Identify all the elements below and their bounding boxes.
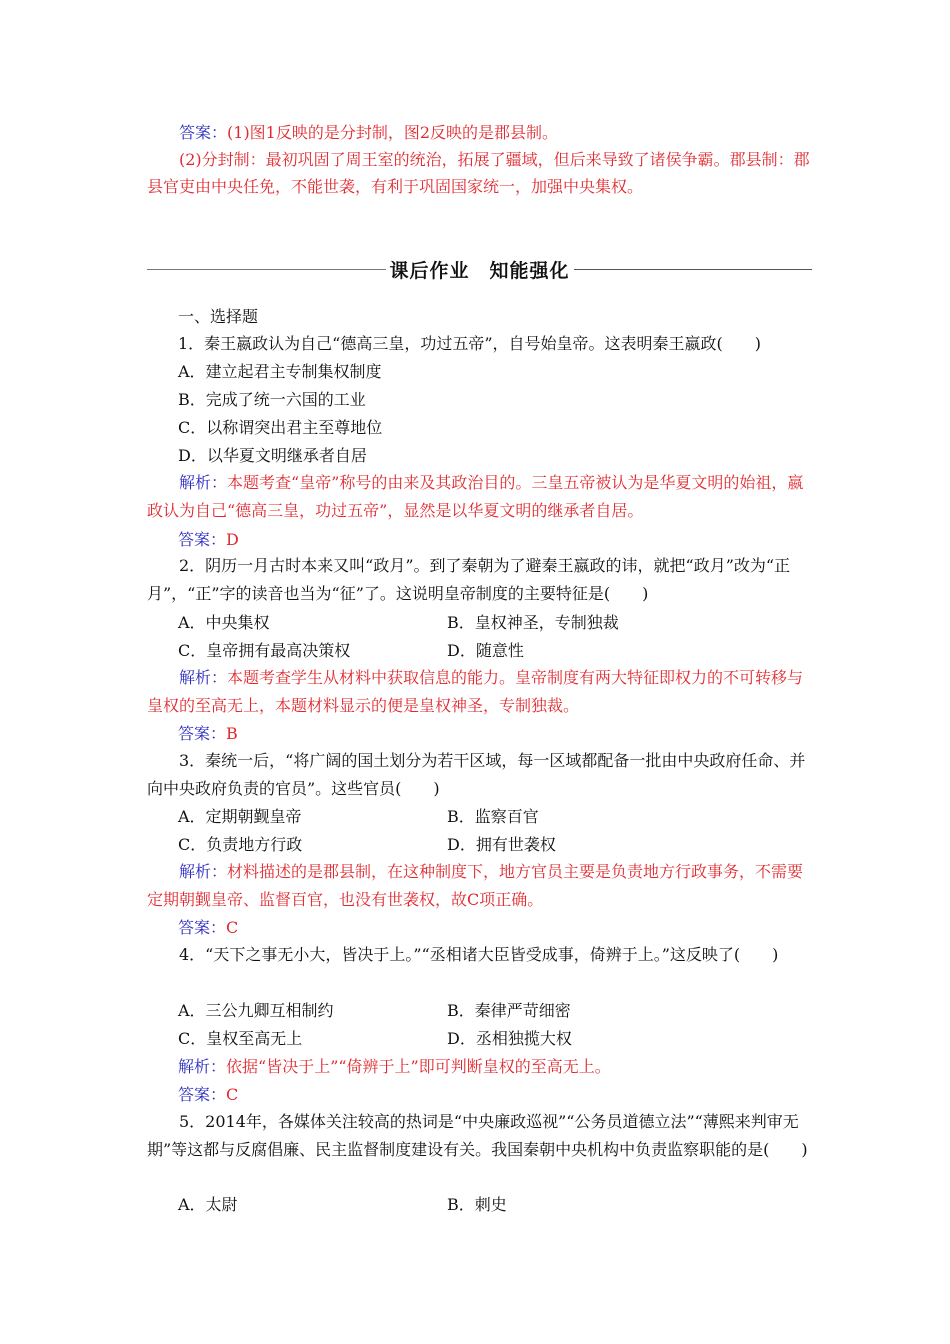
option-c: C．皇帝拥有最高决策权 bbox=[178, 641, 351, 660]
top-answer-block bbox=[147, 119, 812, 200]
answer-label: 答案： bbox=[178, 530, 227, 549]
answer-label: 答案： bbox=[178, 918, 227, 937]
question-stem bbox=[147, 1108, 812, 1164]
question-stem-text: 2．阴历一月古时本来又叫“政月”。到了秦朝为了避秦王嬴政的讳，就把“政月”改为“正月”，“正”字的读音也当为“征”了。这说明皇帝制度的主要特征是( ) bbox=[147, 556, 791, 603]
answer-line-1: (1)图1反映的是分封制，图2反映的是郡县制。 bbox=[227, 123, 559, 142]
answer-label: 答案： bbox=[179, 123, 228, 142]
analysis-label: 解析： bbox=[178, 1057, 227, 1076]
question-stem-text: 5．2014年，各媒体关注较高的热词是“中央廉政巡视”“公务员道德立法”“薄熙来判审无期”等这都与反腐倡廉、民主监督制度建设有关。我国秦朝中央机构中负责监察职能的是( ) bbox=[147, 1112, 808, 1159]
option-a: A．定期朝觐皇帝 bbox=[178, 807, 302, 826]
option-c: C．负责地方行政 bbox=[178, 835, 303, 854]
option-d: D．以华夏文明继承者自居 bbox=[178, 446, 367, 465]
answer-value: C bbox=[226, 1085, 239, 1104]
analysis-block bbox=[147, 858, 812, 914]
option-c: C．以称谓突出君主至尊地位 bbox=[178, 418, 383, 437]
analysis-block bbox=[147, 664, 812, 720]
option-a: A．太尉 bbox=[178, 1195, 238, 1214]
answer-value: C bbox=[226, 918, 239, 937]
answer-line bbox=[178, 723, 238, 745]
divider-right-rule bbox=[574, 269, 813, 270]
question-stem: 1．秦王嬴政认为自己“德高三皇，功过五帝”，自号始皇帝。这表明秦王嬴政( ) bbox=[178, 334, 762, 353]
analysis-text: 本题考查“皇帝”称号的由来及其政治目的。三皇五帝被认为是华夏文明的始祖，嬴政认为自己“德高三皇，功过五帝”，显然是以华夏文明的继承者自居。 bbox=[147, 473, 804, 520]
answer-label: 答案： bbox=[178, 724, 227, 743]
answer-line bbox=[178, 529, 239, 551]
question-stem bbox=[147, 941, 812, 969]
analysis-label: 解析： bbox=[179, 862, 228, 881]
answer-label: 答案： bbox=[178, 1085, 227, 1104]
option-d: D．丞相独揽大权 bbox=[447, 1029, 572, 1048]
option-d: D．随意性 bbox=[447, 641, 524, 660]
option-d: D．拥有世袭权 bbox=[447, 835, 556, 854]
analysis-block bbox=[147, 469, 812, 525]
answer-line bbox=[178, 917, 238, 939]
answer-value: D bbox=[226, 530, 239, 549]
option-a: A．三公九卿互相制约 bbox=[178, 1001, 334, 1020]
question-stem-text: 4．“天下之事无小大，皆决于上。”“丞相诸大臣皆受成事，倚辨于上。”这反映了( ) bbox=[179, 945, 779, 964]
section-title: 课后作业 知能强化 bbox=[389, 259, 570, 282]
option-b: B．刺史 bbox=[447, 1195, 507, 1214]
part-heading: 一、选择题 bbox=[178, 307, 259, 326]
divider-left-rule bbox=[147, 269, 386, 270]
question-stem-text: 3．秦统一后，“将广阔的国土划分为若干区域，每一区域都配备一批由中央政府任命、并向中央政府负责的官员”。这些官员( ) bbox=[147, 751, 806, 798]
option-b: B．皇权神圣，专制独裁 bbox=[447, 613, 619, 632]
option-b: B．完成了统一六国的工业 bbox=[178, 390, 366, 409]
analysis-label: 解析： bbox=[179, 473, 228, 492]
option-b: B．秦律严苛细密 bbox=[447, 1001, 571, 1020]
answer-para-2: (2)分封制：最初巩固了周王室的统治，拓展了疆域，但后来导致了诸侯争霸。郡县制：郡县官吏由中央任免，不能世袭，有利于巩固国家统一，加强中央集权。 bbox=[147, 150, 810, 196]
question-stem bbox=[147, 747, 812, 803]
question-stem bbox=[147, 552, 812, 608]
option-a: A．中央集权 bbox=[178, 613, 270, 632]
answer-value: B bbox=[226, 724, 238, 743]
analysis-label: 解析： bbox=[179, 668, 228, 687]
answer-line bbox=[178, 1084, 238, 1106]
analysis-text: 本题考查学生从材料中获取信息的能力。皇帝制度有两大特征即权力的不可转移与皇权的至高无上，本题材料显示的便是皇权神圣，专制独裁。 bbox=[147, 668, 804, 715]
section-divider bbox=[147, 256, 812, 282]
analysis-text: 依据“皆决于上”“倚辨于上”即可判断皇权的至高无上。 bbox=[226, 1057, 611, 1076]
analysis-line bbox=[178, 1056, 611, 1078]
analysis-text: 材料描述的是郡县制，在这种制度下，地方官员主要是负责地方行政事务，不需要定期朝觐皇帝、监督百官，也没有世袭权，故C项正确。 bbox=[147, 862, 804, 909]
option-b: B．监察百官 bbox=[447, 807, 539, 826]
option-a: A．建立起君主专制集权制度 bbox=[178, 362, 382, 381]
option-c: C．皇权至高无上 bbox=[178, 1029, 303, 1048]
